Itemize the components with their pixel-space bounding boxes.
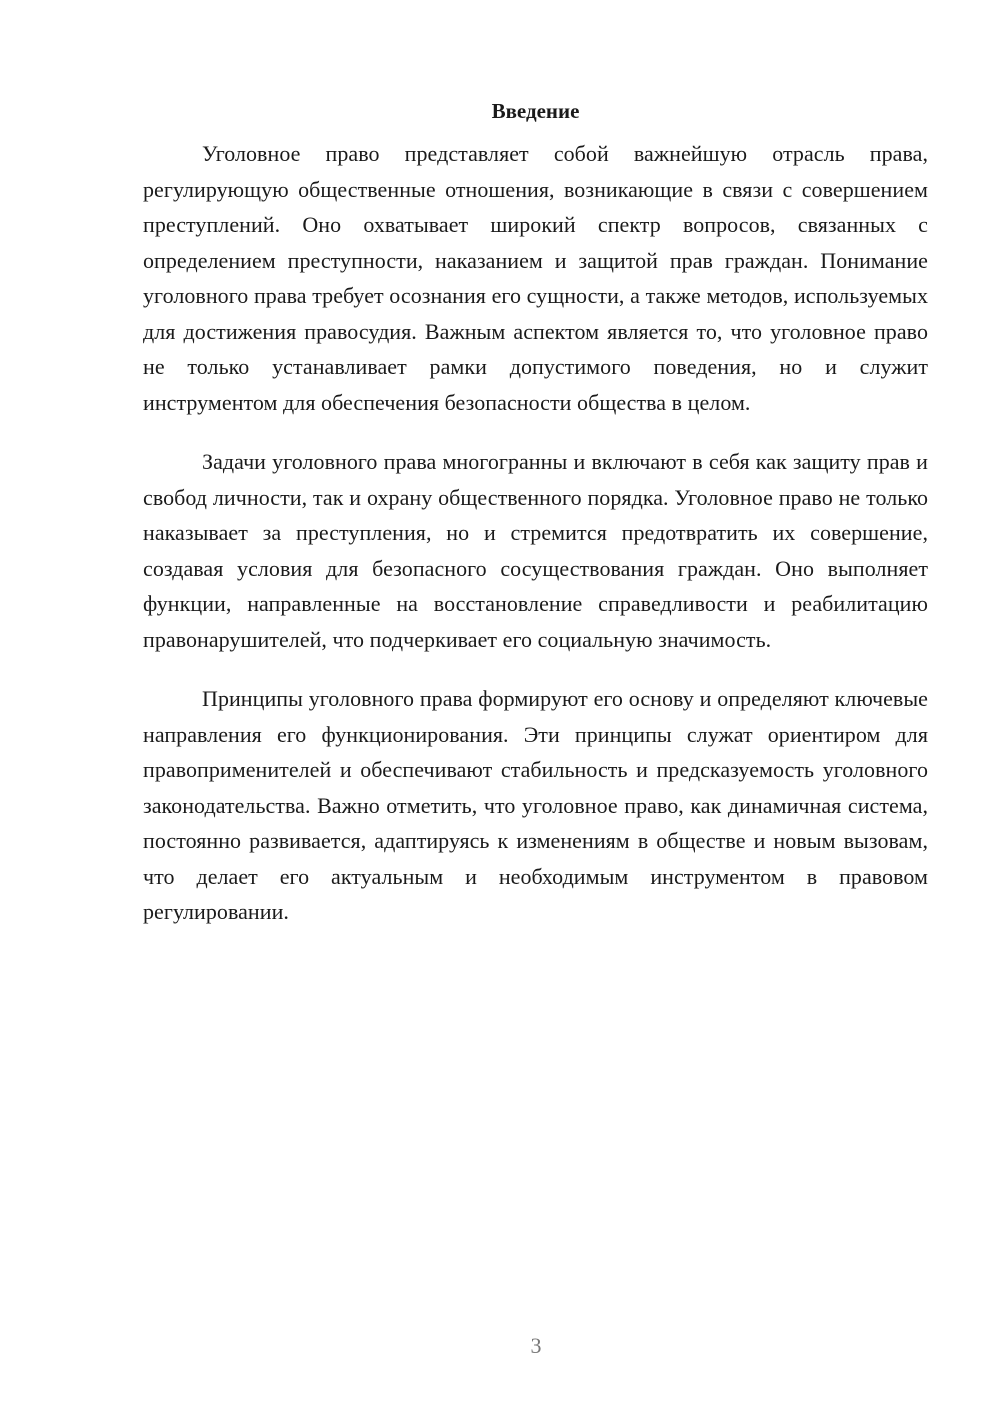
paragraph-2: Задачи уголовного права многогранны и включают в себя как защиту прав и свобод личности, так и охрану общественного порядка. Уголовное право не только наказывает за преступления, но и стремится предотвратить их совершение, создавая условия для безопасного сосуществования граждан. Оно выполняет функции, направленные на восстановление справедливости и реабилитацию правонарушителей, что подчеркивает его социальную значимость. (143, 449, 928, 652)
section-title: Введение (491, 99, 580, 123)
page-content (143, 96, 928, 954)
page-number: 3 (530, 1333, 542, 1358)
paragraph-1: Уголовное право представляет собой важнейшую отрасль права, регулирующую общественные отношения, возникающие в связи с совершением преступлений. Оно охватывает широкий спектр вопросов, связанных с определением преступности, наказанием и защитой прав граждан. Понимание уголовного права требует осознания его сущности, а также методов, используемых для достижения правосудия. Важным аспектом является то, что уголовное право не только устанавливает рамки допустимого поведения, но и служит инструментом для обеспечения безопасности общества в целом. (143, 141, 928, 415)
paragraph-3: Принципы уголовного права формируют его основу и определяют ключевые направления его функционирования. Эти принципы служат ориентиром для правоприменителей и обеспечивают стабильность и предсказуемость уголовного законодательства. Важно отметить, что уголовное право, как динамичная система, постоянно развивается, адаптируясь к изменениям в обществе и новым вызовам, что делает его актуальным и необходимым инструментом в правовом регулировании. (143, 686, 928, 924)
